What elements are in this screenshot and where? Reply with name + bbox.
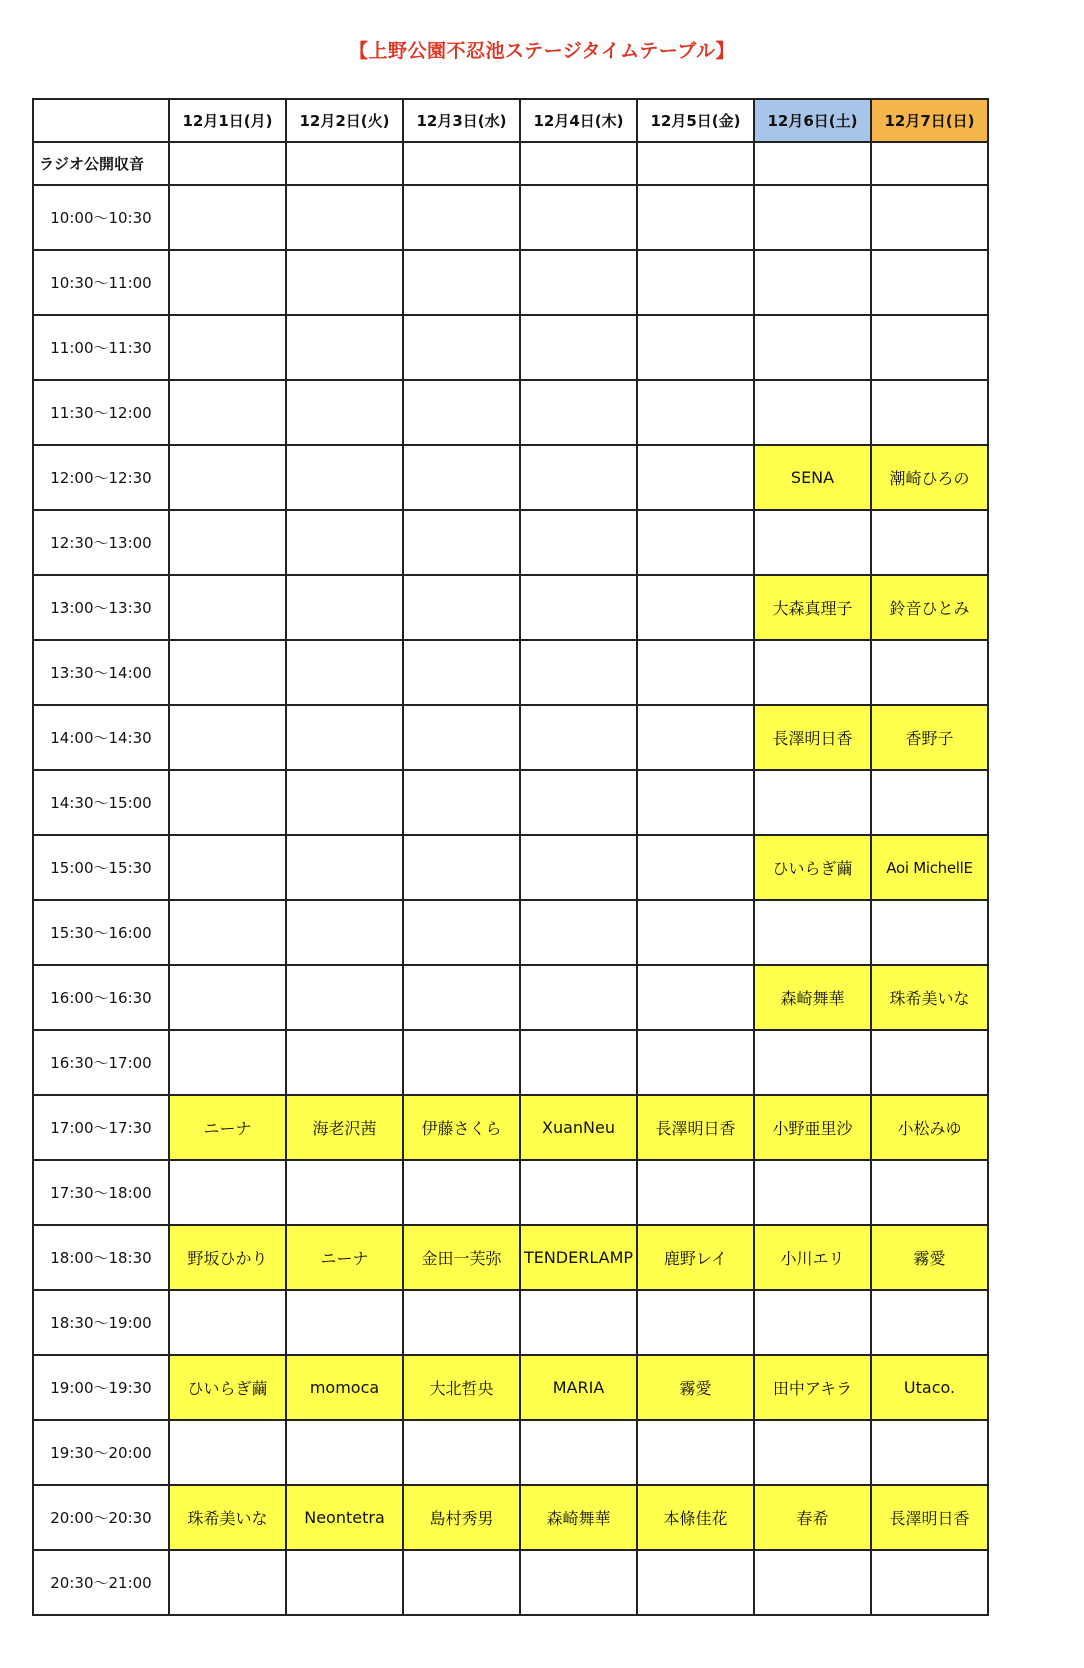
empty-cell [169, 835, 286, 900]
performer-cell: 大北哲央 [403, 1355, 520, 1420]
empty-cell [520, 1420, 637, 1485]
empty-cell [637, 900, 754, 965]
empty-cell [520, 1030, 637, 1095]
empty-cell [520, 1160, 637, 1225]
empty-cell [637, 1550, 754, 1615]
corner-cell [33, 99, 169, 142]
schedule-row [33, 575, 988, 640]
performer-cell: 田中アキラ [754, 1355, 871, 1420]
empty-cell [520, 142, 637, 185]
empty-cell [520, 250, 637, 315]
empty-cell [403, 705, 520, 770]
empty-cell [403, 510, 520, 575]
empty-cell [637, 185, 754, 250]
empty-cell [520, 965, 637, 1030]
empty-cell [871, 315, 988, 380]
time-slot: 10:00〜10:30 [33, 185, 169, 250]
empty-cell [637, 445, 754, 510]
empty-cell [637, 510, 754, 575]
time-slot: 13:30〜14:00 [33, 640, 169, 705]
section-label: ラジオ公開収音 [33, 142, 169, 185]
empty-cell [286, 315, 403, 380]
empty-cell [871, 640, 988, 705]
empty-cell [286, 1160, 403, 1225]
empty-cell [637, 250, 754, 315]
performer-cell: 鹿野レイ [637, 1225, 754, 1290]
performer-cell: 金田一芙弥 [403, 1225, 520, 1290]
empty-cell [871, 770, 988, 835]
performer-cell: XuanNeu [520, 1095, 637, 1160]
empty-cell [169, 250, 286, 315]
performer-cell: 森崎舞華 [520, 1485, 637, 1550]
schedule-row [33, 1355, 988, 1420]
empty-cell [871, 380, 988, 445]
day-header-sunday: 12月7日(日) [871, 99, 988, 142]
empty-cell [403, 1160, 520, 1225]
empty-cell [286, 185, 403, 250]
empty-cell [286, 640, 403, 705]
schedule-row [33, 1030, 988, 1095]
empty-cell [520, 380, 637, 445]
empty-cell [403, 1550, 520, 1615]
performer-cell: momoca [286, 1355, 403, 1420]
day-header: 12月3日(水) [403, 99, 520, 142]
empty-cell [403, 315, 520, 380]
empty-cell [520, 445, 637, 510]
empty-cell [520, 185, 637, 250]
empty-cell [169, 705, 286, 770]
empty-cell [754, 1030, 871, 1095]
empty-cell [403, 900, 520, 965]
empty-cell [637, 770, 754, 835]
schedule-row [33, 380, 988, 445]
time-slot: 15:00〜15:30 [33, 835, 169, 900]
performer-cell: 本條佳花 [637, 1485, 754, 1550]
schedule-row [33, 900, 988, 965]
empty-cell [169, 770, 286, 835]
empty-cell [286, 380, 403, 445]
empty-cell [403, 250, 520, 315]
empty-cell [169, 640, 286, 705]
empty-cell [169, 445, 286, 510]
empty-cell [871, 1550, 988, 1615]
empty-cell [169, 1420, 286, 1485]
empty-cell [871, 1290, 988, 1355]
schedule-row [33, 250, 988, 315]
empty-cell [754, 1550, 871, 1615]
empty-cell [754, 185, 871, 250]
time-slot: 14:30〜15:00 [33, 770, 169, 835]
empty-cell [169, 185, 286, 250]
empty-cell [520, 1550, 637, 1615]
empty-cell [754, 900, 871, 965]
empty-cell [403, 142, 520, 185]
empty-cell [403, 185, 520, 250]
time-slot: 19:30〜20:00 [33, 1420, 169, 1485]
schedule-row [33, 445, 988, 510]
time-slot: 17:30〜18:00 [33, 1160, 169, 1225]
empty-cell [520, 770, 637, 835]
empty-cell [286, 445, 403, 510]
empty-cell [286, 835, 403, 900]
performer-cell: 小松みゆ [871, 1095, 988, 1160]
empty-cell [286, 510, 403, 575]
empty-cell [637, 705, 754, 770]
performer-cell: 長澤明日香 [871, 1485, 988, 1550]
empty-cell [403, 770, 520, 835]
page-title: 【上野公園不忍池ステージタイムテーブル】 [348, 40, 735, 62]
performer-cell: 潮崎ひろの [871, 445, 988, 510]
empty-cell [403, 835, 520, 900]
empty-cell [286, 142, 403, 185]
time-slot: 11:00〜11:30 [33, 315, 169, 380]
performer-cell: TENDERLAMP [520, 1225, 637, 1290]
empty-cell [637, 1030, 754, 1095]
time-slot: 16:30〜17:00 [33, 1030, 169, 1095]
schedule-row [33, 1550, 988, 1615]
empty-cell [871, 1160, 988, 1225]
schedule-row [33, 640, 988, 705]
empty-cell [754, 250, 871, 315]
empty-cell [520, 640, 637, 705]
performer-cell: 鈴音ひとみ [871, 575, 988, 640]
schedule-row [33, 1160, 988, 1225]
empty-cell [169, 575, 286, 640]
time-slot: 16:00〜16:30 [33, 965, 169, 1030]
day-header: 12月2日(火) [286, 99, 403, 142]
schedule-row [33, 510, 988, 575]
performer-cell: Aoi MichellE [871, 835, 988, 900]
performer-cell: Neontetra [286, 1485, 403, 1550]
empty-cell [403, 380, 520, 445]
performer-cell: SENA [754, 445, 871, 510]
section-row [33, 142, 988, 185]
performer-cell: 春希 [754, 1485, 871, 1550]
performer-cell: 大森真理子 [754, 575, 871, 640]
time-slot: 12:00〜12:30 [33, 445, 169, 510]
performer-cell: ひいらぎ繭 [754, 835, 871, 900]
performer-cell: 島村秀男 [403, 1485, 520, 1550]
empty-cell [637, 380, 754, 445]
empty-cell [520, 315, 637, 380]
empty-cell [637, 965, 754, 1030]
performer-cell: 小川エリ [754, 1225, 871, 1290]
time-slot: 19:00〜19:30 [33, 1355, 169, 1420]
empty-cell [754, 1420, 871, 1485]
schedule-row [33, 315, 988, 380]
empty-cell [637, 835, 754, 900]
performer-cell: 香野子 [871, 705, 988, 770]
performer-cell: ひいらぎ繭 [169, 1355, 286, 1420]
schedule-row [33, 185, 988, 250]
empty-cell [286, 705, 403, 770]
empty-cell [286, 575, 403, 640]
empty-cell [871, 250, 988, 315]
empty-cell [637, 1290, 754, 1355]
empty-cell [754, 1160, 871, 1225]
empty-cell [169, 510, 286, 575]
empty-cell [637, 1420, 754, 1485]
empty-cell [871, 142, 988, 185]
empty-cell [286, 1550, 403, 1615]
empty-cell [403, 575, 520, 640]
empty-cell [754, 315, 871, 380]
empty-cell [403, 1290, 520, 1355]
empty-cell [286, 900, 403, 965]
schedule-row [33, 835, 988, 900]
time-slot: 14:00〜14:30 [33, 705, 169, 770]
empty-cell [169, 1550, 286, 1615]
empty-cell [754, 510, 871, 575]
empty-cell [169, 315, 286, 380]
time-slot: 18:30〜19:00 [33, 1290, 169, 1355]
time-slot: 17:00〜17:30 [33, 1095, 169, 1160]
schedule-row [33, 1290, 988, 1355]
empty-cell [169, 1160, 286, 1225]
empty-cell [169, 380, 286, 445]
schedule-row [33, 1420, 988, 1485]
day-header: 12月1日(月) [169, 99, 286, 142]
empty-cell [754, 142, 871, 185]
schedule-row [33, 705, 988, 770]
performer-cell: Utaco. [871, 1355, 988, 1420]
header-row [33, 99, 988, 142]
time-slot: 15:30〜16:00 [33, 900, 169, 965]
empty-cell [754, 1290, 871, 1355]
empty-cell [637, 575, 754, 640]
time-slot: 13:00〜13:30 [33, 575, 169, 640]
empty-cell [403, 445, 520, 510]
empty-cell [169, 965, 286, 1030]
performer-cell: 野坂ひかり [169, 1225, 286, 1290]
day-header: 12月5日(金) [637, 99, 754, 142]
empty-cell [637, 142, 754, 185]
schedule-row [33, 1225, 988, 1290]
empty-cell [637, 1160, 754, 1225]
empty-cell [286, 1420, 403, 1485]
empty-cell [520, 705, 637, 770]
time-slot: 10:30〜11:00 [33, 250, 169, 315]
performer-cell: 珠希美いな [169, 1485, 286, 1550]
empty-cell [286, 1290, 403, 1355]
performer-cell: 霧愛 [637, 1355, 754, 1420]
empty-cell [637, 315, 754, 380]
performer-cell: 珠希美いな [871, 965, 988, 1030]
empty-cell [520, 510, 637, 575]
performer-cell: ニーナ [169, 1095, 286, 1160]
empty-cell [871, 510, 988, 575]
empty-cell [403, 640, 520, 705]
performer-cell: 森崎舞華 [754, 965, 871, 1030]
empty-cell [754, 640, 871, 705]
empty-cell [403, 965, 520, 1030]
empty-cell [520, 575, 637, 640]
empty-cell [286, 1030, 403, 1095]
empty-cell [169, 142, 286, 185]
empty-cell [169, 1030, 286, 1095]
empty-cell [169, 900, 286, 965]
empty-cell [286, 965, 403, 1030]
empty-cell [520, 900, 637, 965]
schedule-row [33, 1485, 988, 1550]
empty-cell [520, 835, 637, 900]
empty-cell [169, 1290, 286, 1355]
performer-cell: MARIA [520, 1355, 637, 1420]
empty-cell [871, 1420, 988, 1485]
timetable [32, 98, 989, 1616]
empty-cell [403, 1030, 520, 1095]
empty-cell [520, 1290, 637, 1355]
empty-cell [871, 900, 988, 965]
schedule-row [33, 1095, 988, 1160]
time-slot: 20:00〜20:30 [33, 1485, 169, 1550]
performer-cell: 長澤明日香 [637, 1095, 754, 1160]
day-header-saturday: 12月6日(土) [754, 99, 871, 142]
empty-cell [871, 185, 988, 250]
time-slot: 18:00〜18:30 [33, 1225, 169, 1290]
empty-cell [286, 770, 403, 835]
performer-cell: 長澤明日香 [754, 705, 871, 770]
empty-cell [637, 640, 754, 705]
empty-cell [754, 770, 871, 835]
time-slot: 20:30〜21:00 [33, 1550, 169, 1615]
schedule-row [33, 770, 988, 835]
empty-cell [403, 1420, 520, 1485]
empty-cell [871, 1030, 988, 1095]
empty-cell [754, 380, 871, 445]
day-header: 12月4日(木) [520, 99, 637, 142]
performer-cell: 小野亜里沙 [754, 1095, 871, 1160]
performer-cell: 霧愛 [871, 1225, 988, 1290]
performer-cell: 海老沢茜 [286, 1095, 403, 1160]
time-slot: 11:30〜12:00 [33, 380, 169, 445]
schedule-row [33, 965, 988, 1030]
empty-cell [286, 250, 403, 315]
performer-cell: ニーナ [286, 1225, 403, 1290]
time-slot: 12:30〜13:00 [33, 510, 169, 575]
performer-cell: 伊藤さくら [403, 1095, 520, 1160]
